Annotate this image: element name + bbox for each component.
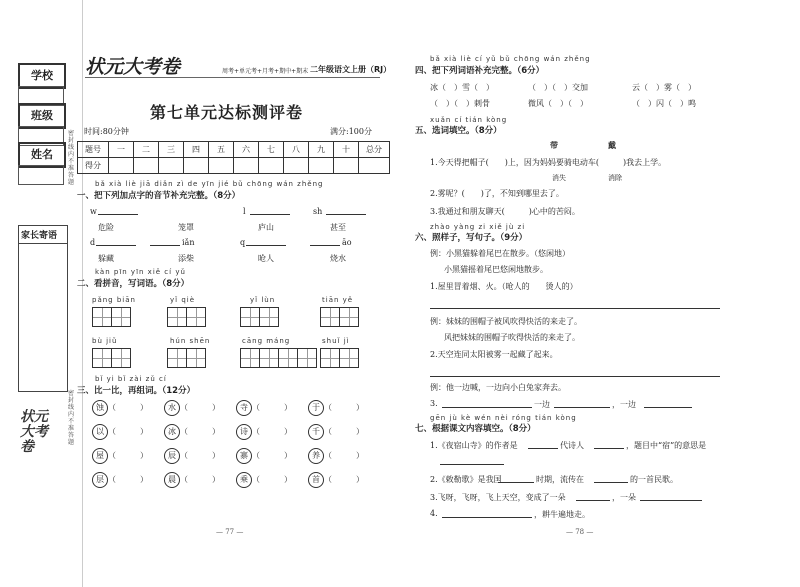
q3-char: 水 xyxy=(164,400,180,416)
q4-item-6: （ ）闪（ ）鸣 xyxy=(632,99,696,108)
q5-sentence-2: 2.雾呢？( )了，不知到哪里去了。 xyxy=(430,189,564,198)
q5-option-b: 戴 xyxy=(608,140,616,150)
q1-word-5: 躲藏 xyxy=(98,254,114,263)
q3-blank: （ ） xyxy=(180,475,220,484)
q2-grid-5[interactable] xyxy=(92,348,130,366)
name-label: 姓名 xyxy=(18,142,66,168)
exam-types: 周考+单元考+月考+期中+期末 xyxy=(222,68,309,75)
q7-s3b: ，一朵 xyxy=(612,493,636,502)
q2-py-2: yǐ qiè xyxy=(170,296,196,304)
q3-char: 诗 xyxy=(236,424,252,440)
q3-item[interactable] xyxy=(92,400,148,416)
q3-blank: （ ） xyxy=(252,475,292,484)
score-cell-10[interactable] xyxy=(334,158,359,174)
header-rule xyxy=(85,77,380,78)
q7-s4: 4. xyxy=(430,509,438,518)
q7-s2b: 时期，流传在 xyxy=(536,475,584,484)
q3-char: 辰 xyxy=(164,448,180,464)
score-cell-2[interactable] xyxy=(134,158,159,174)
q3-item[interactable] xyxy=(308,472,364,488)
score-cell-6[interactable] xyxy=(234,158,259,174)
q1-line-2[interactable] xyxy=(250,214,290,215)
q2-grid-3[interactable] xyxy=(240,307,278,325)
q2-grid-2[interactable] xyxy=(167,307,205,325)
q2-py-6: hún shēn xyxy=(170,337,211,345)
q3-item[interactable] xyxy=(164,400,220,416)
q3-blank: （ ） xyxy=(108,451,148,460)
q2-title: 二、看拼音，写词语。（8分） xyxy=(77,279,190,289)
q7-blank-3a[interactable] xyxy=(576,500,610,501)
q1-blank-7: āo xyxy=(342,238,352,247)
page-title: 第七单元达标测评卷 xyxy=(150,103,304,122)
q7-s1c: ，题目中“宿”的意思是 xyxy=(626,441,707,450)
score-header-1: 一 xyxy=(109,142,134,158)
q6-example-1: 例：小黑猫躲着尾巴在散步。（悠闲地） xyxy=(430,249,570,258)
q6-example-2: 例：妹妹的围帽子被风吹得快活的来走了。 xyxy=(430,317,582,326)
q3-char: 千 xyxy=(308,424,324,440)
q3-char: 层 xyxy=(92,472,108,488)
q3-item[interactable] xyxy=(236,424,292,440)
q2-grid-4[interactable] xyxy=(320,307,358,325)
q7-s1b: 代诗人 xyxy=(560,441,584,450)
score-cell-3[interactable] xyxy=(159,158,184,174)
q1-word-2: 笼罩 xyxy=(178,223,194,232)
score-cell-9[interactable] xyxy=(309,158,334,174)
q3-blank: （ ） xyxy=(324,475,364,484)
q2-py-1: pǎng biān xyxy=(92,296,136,304)
full-score: 满分:100分 xyxy=(330,127,372,136)
q4-title: 四、把下列词语补充完整。（6分） xyxy=(415,66,545,76)
book-label: 二年级语文上册（RJ） xyxy=(310,65,392,74)
q1-line-1[interactable] xyxy=(98,214,138,215)
q1-line-3[interactable] xyxy=(326,214,366,215)
q6-question-3-end: ，一边 xyxy=(612,400,636,409)
q3-blank: （ ） xyxy=(108,403,148,412)
q5-title: 五、选词填空。（8分） xyxy=(415,126,502,136)
q1-blank-6: q xyxy=(240,238,246,247)
q4-pinyin: bǎ xià liè cí yǔ bǔ chōng wán zhěng xyxy=(430,55,591,63)
q7-s2c: 的一首民歌。 xyxy=(630,475,678,484)
q3-item[interactable] xyxy=(92,472,148,488)
q1-line-4[interactable] xyxy=(96,245,136,246)
name-field[interactable] xyxy=(18,165,64,185)
q4-item-4: （ ）（ ）刺骨 xyxy=(430,99,490,108)
q6-question-3-mid: 一边 xyxy=(534,400,550,409)
q1-word-7: 呛人 xyxy=(258,254,274,263)
score-cell-7[interactable] xyxy=(259,158,284,174)
q3-item[interactable] xyxy=(92,424,148,440)
q3-char: 寨 xyxy=(236,448,252,464)
q4-item-1: 冰（ ）雪（ ） xyxy=(430,83,494,92)
header-logo: 状元大考卷 xyxy=(85,56,181,78)
q6-example-1-answer: 小黑猫摇着尾巴悠闲地散步。 xyxy=(444,265,548,274)
score-header-9: 九 xyxy=(309,142,334,158)
q1-blank-1: w xyxy=(90,207,97,216)
q3-char: 冰 xyxy=(164,424,180,440)
q4-item-5: 微风（ ）（ ） xyxy=(528,99,588,108)
q3-blank: （ ） xyxy=(324,403,364,412)
q1-word-1: 危险 xyxy=(98,223,114,232)
q3-compare-grid xyxy=(92,400,372,500)
q6-blank-3c[interactable] xyxy=(644,407,692,408)
q5-option-d: 消除 xyxy=(608,174,622,182)
q6-answer-line-2[interactable] xyxy=(430,376,720,377)
q2-grid-7[interactable] xyxy=(240,348,316,366)
q3-item[interactable] xyxy=(308,448,364,464)
q2-py-7: cāng máng xyxy=(242,337,291,345)
q1-pinyin: bǎ xià liè jiā diǎn zì de yīn jié bǔ chōng wán zhěng xyxy=(95,180,324,188)
score-header-2: 二 xyxy=(134,142,159,158)
score-header-6: 六 xyxy=(234,142,259,158)
q3-item[interactable] xyxy=(236,472,292,488)
q7-blank-2b[interactable] xyxy=(594,482,628,483)
q3-title: 三、比一比，再组词。（12分） xyxy=(77,386,196,396)
q2-py-8: shuǐ jì xyxy=(322,337,350,345)
page-number-right: — 78 — xyxy=(566,528,594,536)
score-header-7: 七 xyxy=(259,142,284,158)
q5-option-a: 带 xyxy=(550,140,558,150)
q7-title: 七、根据课文内容填空。（8分） xyxy=(415,424,536,434)
q3-blank: （ ） xyxy=(324,427,364,436)
score-cell-8[interactable] xyxy=(284,158,309,174)
parent-comment-box[interactable] xyxy=(18,225,68,392)
score-cell-11[interactable] xyxy=(359,158,390,174)
class-label: 班级 xyxy=(18,103,66,129)
q3-blank: （ ） xyxy=(180,403,220,412)
q5-pinyin: xuǎn cí tián kòng xyxy=(430,116,508,124)
q1-word-4: 甚至 xyxy=(330,223,346,232)
sidebar-logo: 状元大考卷 xyxy=(20,409,48,455)
q1-word-3: 庐山 xyxy=(258,223,274,232)
parent-comment-label: 家长寄语 xyxy=(19,226,67,244)
q3-char: 于 xyxy=(308,400,324,416)
score-header-5: 五 xyxy=(209,142,234,158)
q1-blank-3: sh xyxy=(313,207,323,216)
q7-s4b: ，耕牛遍地走。 xyxy=(534,510,590,519)
q7-blank-2a[interactable] xyxy=(498,482,534,483)
score-header-8: 八 xyxy=(284,142,309,158)
q6-answer-line-1[interactable] xyxy=(430,308,720,309)
q2-py-5: bù jiǔ xyxy=(92,337,118,345)
q3-item[interactable] xyxy=(236,400,292,416)
q7-blank-4[interactable] xyxy=(442,517,532,518)
q4-item-2: （ ）（ ）交加 xyxy=(528,83,588,92)
q3-char: 寺 xyxy=(236,400,252,416)
q3-item[interactable] xyxy=(236,448,292,464)
time-limit: 时间:80分钟 xyxy=(84,127,129,136)
q3-char: 晨 xyxy=(164,472,180,488)
q1-blank-2: l xyxy=(243,207,246,216)
q1-line-5[interactable] xyxy=(150,245,180,246)
q1-line-6[interactable] xyxy=(246,245,286,246)
q3-blank: （ ） xyxy=(252,403,292,412)
q3-item[interactable] xyxy=(308,400,364,416)
q1-blank-5: iǎn xyxy=(182,238,195,247)
q2-grid-1[interactable] xyxy=(92,307,130,325)
q1-title: 一、把下列加点字的音节补充完整。（8分） xyxy=(77,191,241,201)
q6-question-1: 1.屋里冒着烟、火。（呛人的 烫人的） xyxy=(430,282,578,291)
q1-word-8: 烧水 xyxy=(330,254,346,263)
q1-line-7[interactable] xyxy=(310,245,340,246)
q6-example-2-answer: 风把妹妹的围帽子吹得快活的来走了。 xyxy=(444,333,580,342)
q6-blank-3a[interactable] xyxy=(442,407,532,408)
score-header-10: 十 xyxy=(334,142,359,158)
q3-blank: （ ） xyxy=(252,451,292,460)
q3-char: 首 xyxy=(308,472,324,488)
q7-s3: 3.飞呀，飞呀，飞上天空，变成了一朵 xyxy=(430,493,566,502)
q5-sentence-3: 3.我通过和朋友聊天( )心中的苦闷。 xyxy=(430,207,580,216)
page-number-left: — 77 — xyxy=(216,528,244,536)
q2-py-4: tiān yě xyxy=(322,296,354,304)
seal-line-text-top: 密封线内不准答题 xyxy=(68,130,75,186)
score-cell-4[interactable] xyxy=(184,158,209,174)
q3-blank: （ ） xyxy=(108,475,148,484)
q5-option-c: 消失 xyxy=(552,174,566,182)
q3-char: 养 xyxy=(308,448,324,464)
q2-py-3: yǐ lùn xyxy=(250,296,276,304)
score-header-11: 总分 xyxy=(359,142,390,158)
q3-item[interactable] xyxy=(92,448,148,464)
seal-line-text-bottom: 密封线内不准答题 xyxy=(68,390,75,446)
q3-char: 乘 xyxy=(236,472,252,488)
q3-blank: （ ） xyxy=(252,427,292,436)
q7-blank-1b[interactable] xyxy=(594,448,624,449)
q2-grid-6[interactable] xyxy=(167,348,205,366)
score-cell-1[interactable] xyxy=(109,158,134,174)
score-header-0: 题号 xyxy=(78,142,109,158)
q1-blank-4: d xyxy=(90,238,96,247)
q5-sentence-1: 1.今天得把帽子( )上，因为妈妈要骑电动车( )我去上学。 xyxy=(430,158,667,167)
q7-blank-1c[interactable] xyxy=(440,464,504,465)
q7-blank-3b[interactable] xyxy=(640,500,702,501)
q6-blank-3b[interactable] xyxy=(554,407,610,408)
q3-item[interactable] xyxy=(164,472,220,488)
q7-s2: 2.《敕勒歌》是我国 xyxy=(430,475,502,484)
q6-question-2: 2.天空连同太阳被雾一起藏了起来。 xyxy=(430,350,558,359)
q2-grid-8[interactable] xyxy=(320,348,358,366)
q6-question-3-num: 3. xyxy=(430,399,438,408)
q7-pinyin: gēn jù kè wén nèi róng tián kòng xyxy=(430,414,577,422)
score-row-label: 得分 xyxy=(78,158,109,174)
q3-blank: （ ） xyxy=(108,427,148,436)
q3-blank: （ ） xyxy=(180,451,220,460)
score-table xyxy=(77,141,390,174)
q6-example-3: 例：他一边喊，一边向小白兔家奔去。 xyxy=(430,383,566,392)
q3-blank: （ ） xyxy=(324,451,364,460)
q6-title: 六、照样子，写句子。（9分） xyxy=(415,233,528,243)
q3-blank: （ ） xyxy=(180,427,220,436)
q3-char: 屋 xyxy=(92,448,108,464)
score-header-4: 四 xyxy=(184,142,209,158)
score-cell-5[interactable] xyxy=(209,158,234,174)
q7-blank-1a[interactable] xyxy=(528,448,558,449)
q3-item[interactable] xyxy=(164,424,220,440)
q3-char: 蚀 xyxy=(92,400,108,416)
binding-sidebar xyxy=(0,0,83,587)
q3-pinyin: bǐ yi bǐ zài zǔ cí xyxy=(95,375,167,383)
q3-item[interactable] xyxy=(308,424,364,440)
school-label: 学校 xyxy=(18,63,66,89)
q3-char: 以 xyxy=(92,424,108,440)
score-header-3: 三 xyxy=(159,142,184,158)
q7-s1: 1.《夜宿山寺》的作者是 xyxy=(430,441,518,450)
q2-pinyin: kàn pīn yīn xiě cí yǔ xyxy=(95,268,186,276)
q3-item[interactable] xyxy=(164,448,220,464)
q6-pinyin: zhào yàng zi xiě jù zi xyxy=(430,223,526,231)
q4-item-3: 云（ ）雾（ ） xyxy=(632,83,696,92)
q1-word-6: 添柴 xyxy=(178,254,194,263)
